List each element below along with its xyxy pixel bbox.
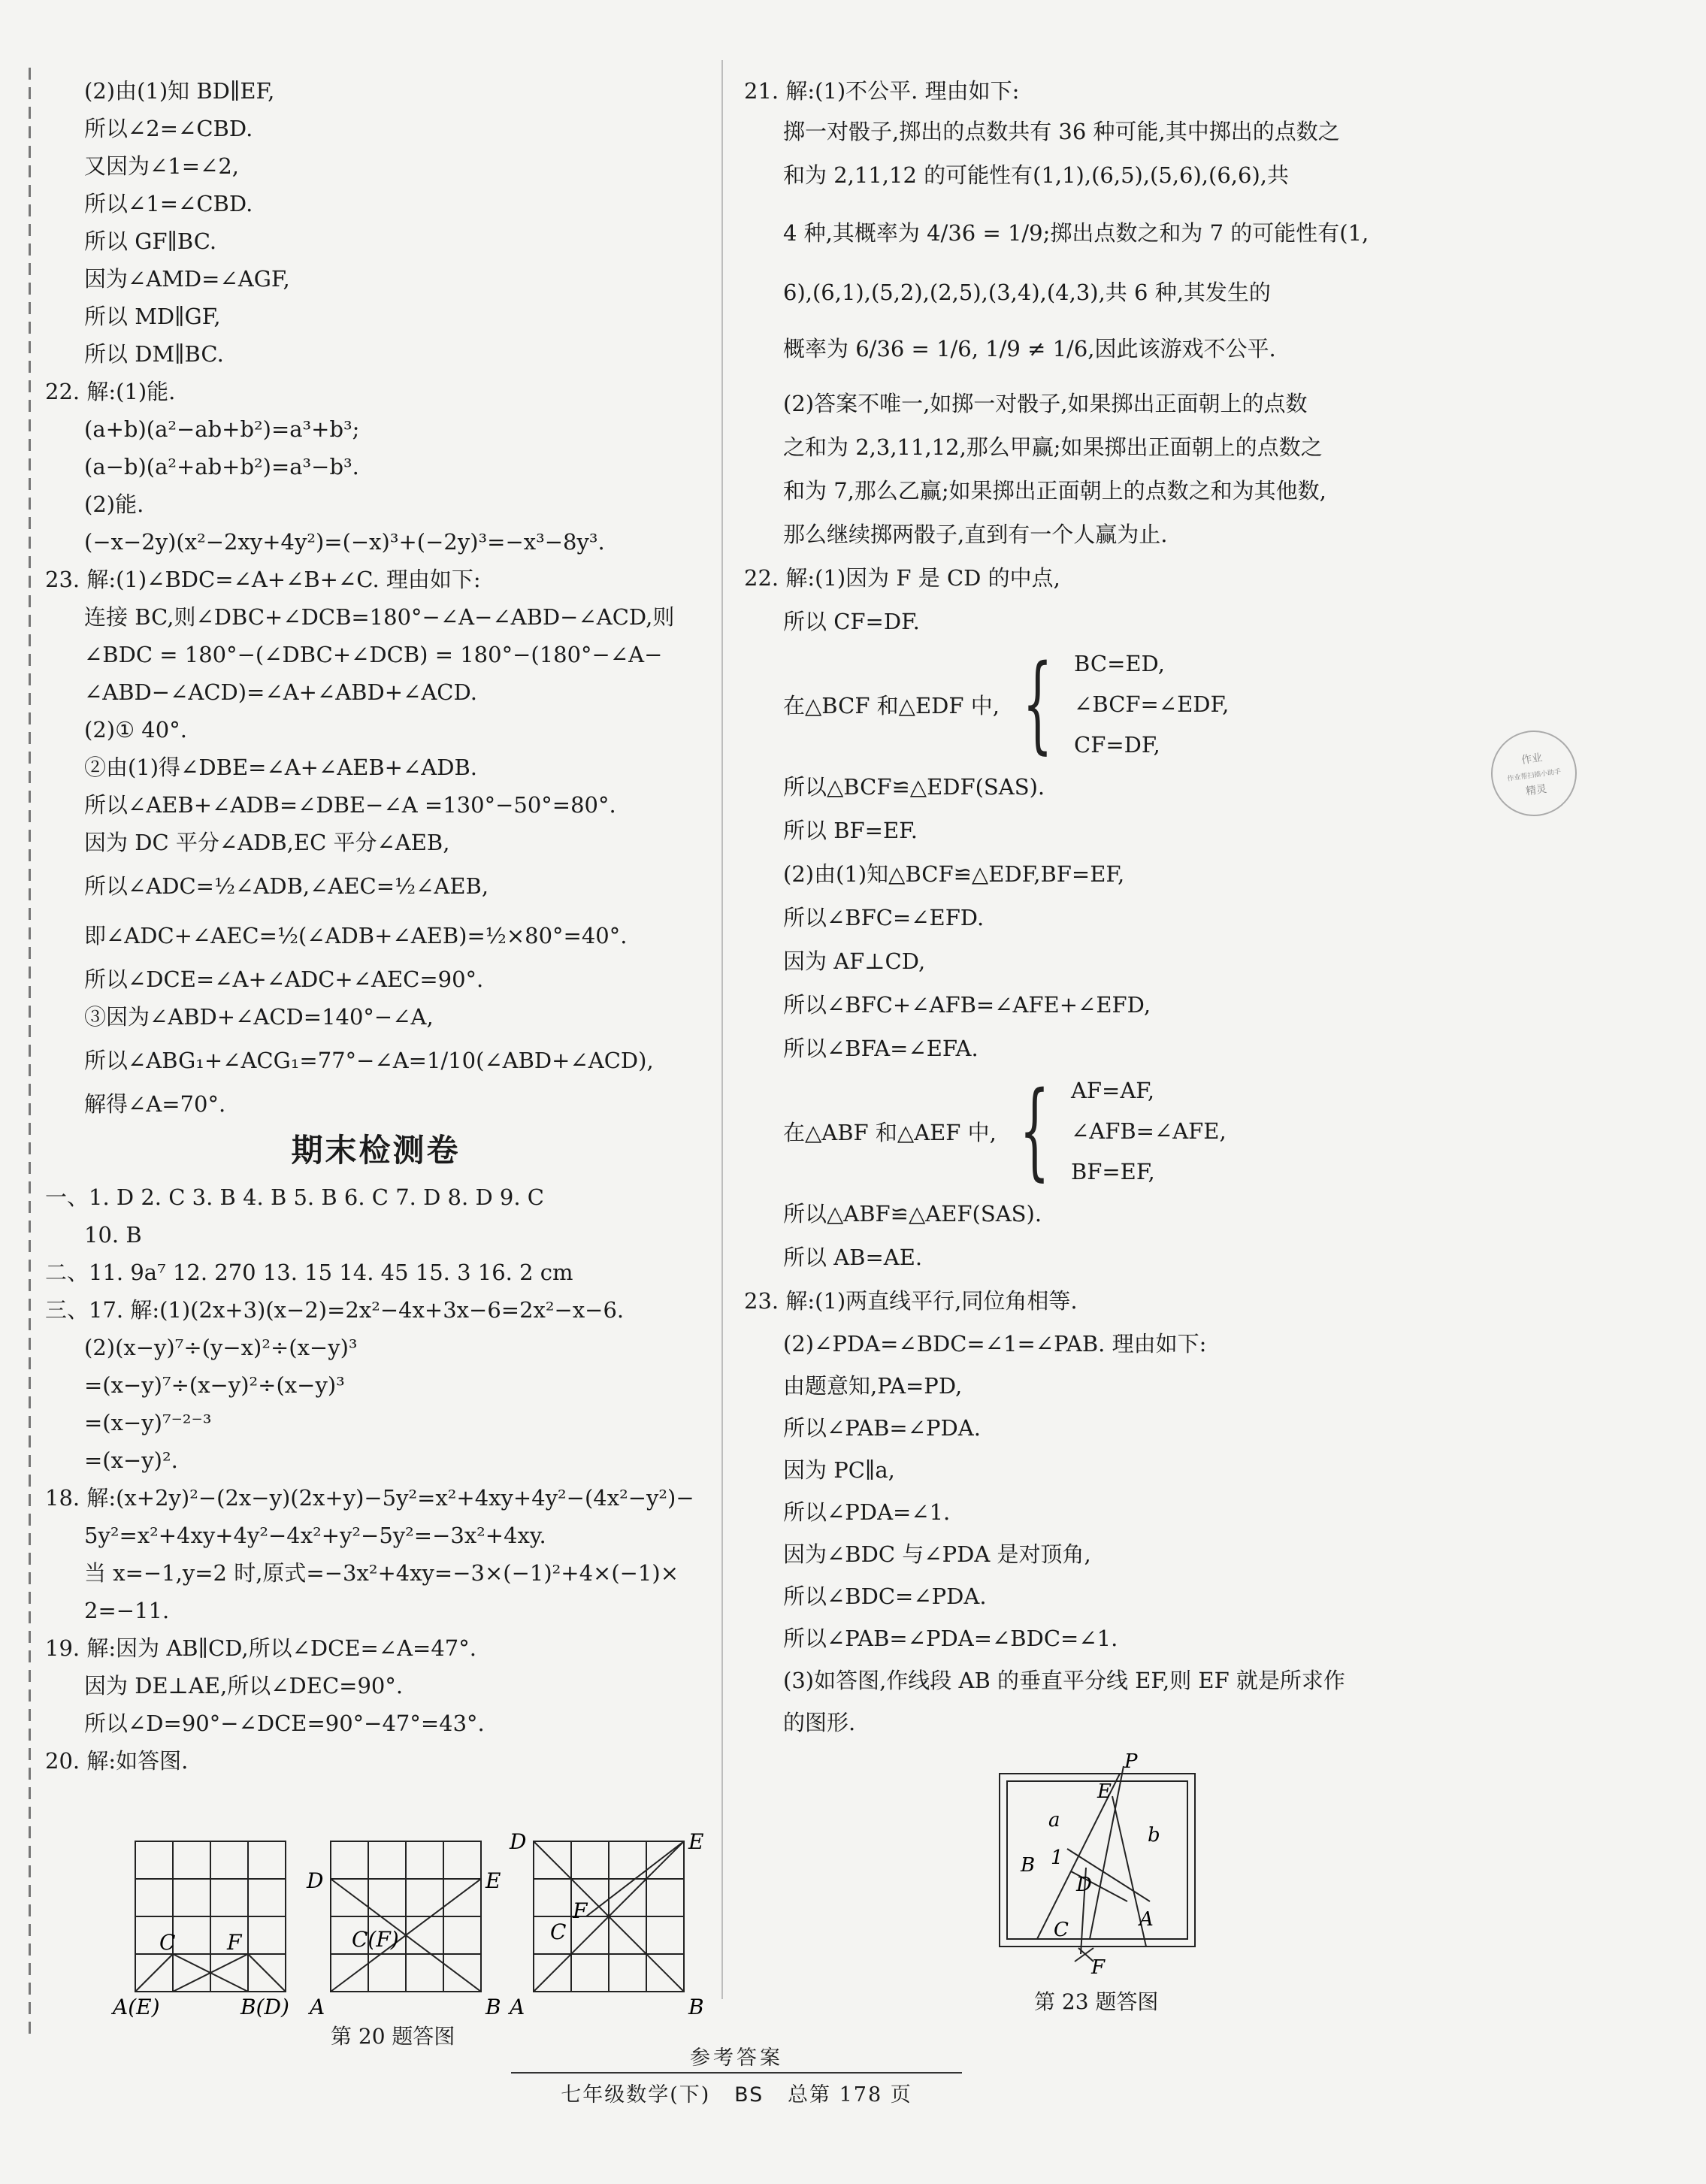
text-line: 所以∠1=∠CBD.	[84, 191, 253, 216]
fig20c-label-E: E	[688, 1829, 704, 1854]
text-line: 掷一对骰子,掷出的点数共有 36 种可能,其中掷出的点数之	[783, 119, 1340, 144]
text-line: 所以∠D=90°−∠DCE=90°−47°=43°.	[84, 1711, 485, 1736]
text-line: 所以∠ADC=½∠ADB,∠AEC=½∠AEB,	[84, 873, 489, 899]
fig20a-label-A: A(E)	[113, 1995, 160, 2019]
text-line: 即∠ADC+∠AEC=½(∠ADB+∠AEB)=½×80°=40°.	[84, 923, 628, 948]
text-line: 所以∠DCE=∠A+∠ADC+∠AEC=90°.	[84, 966, 484, 992]
brace-symbol: {	[1019, 1069, 1050, 1192]
text-line: =(x−y)⁷÷(x−y)²÷(x−y)³	[84, 1372, 345, 1398]
text-line: BF=EF,	[1070, 1159, 1155, 1184]
question-18-head: 18. 解:(x+2y)²−(2x−y)(2x+y)−5y²=x²+4xy+4y²−(4x²−y²)−	[45, 1485, 694, 1511]
text-line: 所以 CF=DF.	[783, 609, 920, 634]
text-line: 所以△ABF≌△AEF(SAS).	[783, 1201, 1042, 1227]
text-line: 所以 BF=EF.	[783, 818, 918, 843]
text-line: 所以∠BDC=∠PDA.	[783, 1584, 987, 1609]
question-23-head: 23. 解:(1)∠BDC=∠A+∠B+∠C. 理由如下:	[45, 567, 481, 592]
question-17-head: 三、17. 解:(1)(2x+3)(x−2)=2x²−4x+3x−6=2x²−x−6.	[45, 1297, 625, 1323]
text-line: 所以 DM∥BC.	[84, 341, 224, 367]
text-line: 所以∠ABG₁+∠ACG₁=77°−∠A=1/10(∠ABD+∠ACD),	[84, 1048, 654, 1073]
text-line: 又因为∠1=∠2,	[84, 153, 240, 179]
text-line: (2)∠PDA=∠BDC=∠1=∠PAB. 理由如下:	[783, 1331, 1207, 1357]
figure-20-grid-a	[135, 1841, 286, 1992]
question-19-head: 19. 解:因为 AB∥CD,所以∠DCE=∠A=47°.	[45, 1635, 476, 1661]
fig23-label-B: B	[1021, 1854, 1036, 1877]
fig23-label-F: F	[1091, 1956, 1106, 1979]
fig20c-label-B: B	[688, 1995, 704, 2019]
text-line: 之和为 2,3,11,12,那么甲赢;如果掷出正面朝上的点数之	[783, 434, 1323, 460]
figure-20	[113, 1826, 714, 2019]
question-20-head: 20. 解:如答图.	[45, 1748, 189, 1774]
question-23-head: 23. 解:(1)两直线平行,同位角相等.	[744, 1288, 1078, 1314]
brace-symbol: {	[1022, 643, 1053, 765]
text-line: 和为 7,那么乙赢;如果掷出正面朝上的点数之和为其他数,	[783, 478, 1326, 504]
figure-23	[992, 1751, 1217, 1977]
fig20b-label-D: D	[307, 1868, 324, 1893]
text-line: =(x−y)².	[84, 1447, 178, 1473]
figure-20-caption: 第 20 题答图	[331, 2024, 455, 2049]
fig23-label-D: D	[1076, 1874, 1092, 1896]
text-line: 因为 DC 平分∠ADB,EC 平分∠AEB,	[84, 830, 450, 855]
text-line: ∠ABD−∠ACD)=∠A+∠ABD+∠ACD.	[84, 679, 477, 705]
text-line: 所以 GF∥BC.	[84, 228, 217, 254]
text-line: 概率为 6/36 = 1/6, 1/9 ≠ 1/6,因此该游戏不公平.	[783, 336, 1276, 361]
brace-lead: 在△BCF 和△EDF 中,	[783, 692, 1000, 718]
text-line: 所以∠BFA=∠EFA.	[783, 1036, 979, 1061]
text-line: CF=DF,	[1074, 732, 1160, 758]
text-line: ∠BDC = 180°−(∠DBC+∠DCB) = 180°−(180°−∠A−	[84, 642, 663, 667]
text-line: 所以△BCF≌△EDF(SAS).	[783, 774, 1045, 800]
fig20a-label-B: B(D)	[240, 1995, 289, 2019]
text-line: 6),(6,1),(5,2),(2,5),(3,4),(4,3),共 6 种,其发生的	[783, 280, 1271, 305]
figure-20-grid-b	[331, 1841, 481, 1992]
fig23-label-a: a	[1048, 1809, 1060, 1832]
text-line: ③因为∠ABD+∠ACD=140°−∠A,	[84, 1004, 434, 1030]
text-line: 由题意知,PA=PD,	[783, 1373, 963, 1399]
stamp-line: 作业帮扫描小助手	[1507, 768, 1562, 783]
text-line: 一、1. D 2. C 3. B 4. B 5. B 6. C 7. D 8. D 9. C	[45, 1184, 544, 1210]
text-line: (2)能.	[84, 492, 144, 517]
text-line: 5y²=x²+4xy+4y²−4x²+y²−5y²=−3x²+4xy.	[84, 1523, 546, 1548]
fig20c-label-F: F	[573, 1898, 588, 1923]
fig23-label-E: E	[1097, 1780, 1112, 1803]
fig20b-label-B: B	[485, 1995, 501, 2019]
fig20a-label-C: C	[159, 1930, 176, 1955]
text-line: 所以∠PAB=∠PDA.	[783, 1415, 981, 1441]
text-line: 那么继续掷两骰子,直到有一个人赢为止.	[783, 522, 1168, 547]
left-column	[45, 72, 706, 1780]
fig23-label-1: 1	[1051, 1847, 1063, 1869]
brace-lines	[1074, 643, 1229, 765]
figure-23-caption: 第 23 题答图	[1034, 1989, 1159, 2014]
brace-lines	[1071, 1070, 1227, 1192]
footer-rule	[511, 2072, 962, 2074]
column-divider	[721, 60, 723, 1999]
text-line: (a+b)(a²−ab+b²)=a³+b³;	[84, 416, 360, 442]
fig20c-label-A: A	[510, 1995, 525, 2019]
figure-20-grid-c	[534, 1841, 684, 1992]
text-line: 所以 MD∥GF,	[84, 304, 221, 329]
brace-block-1	[744, 643, 1420, 765]
text-line: (2)由(1)知△BCF≌△EDF,BF=EF,	[783, 861, 1125, 887]
section-title: 期末检测卷	[291, 1132, 461, 1169]
scan-stamp	[1486, 725, 1583, 822]
text-line: (2)答案不唯一,如掷一对骰子,如果掷出正面朝上的点数	[783, 391, 1308, 416]
text-line: 10. B	[84, 1222, 142, 1248]
text-line: 当 x=−1,y=2 时,原式=−3x²+4xy=−3×(−1)²+4×(−1)×	[84, 1560, 679, 1586]
footer-title: 参考答案	[690, 2046, 783, 2070]
text-line: 所以∠PAB=∠PDA=∠BDC=∠1.	[783, 1626, 1118, 1651]
text-line: 4 种,其概率为 4/36 = 1/9;掷出点数之和为 7 的可能性有(1,	[783, 220, 1369, 246]
text-line: 所以∠BFC=∠EFD.	[783, 905, 985, 930]
fig23-label-A: A	[1139, 1908, 1154, 1931]
footer-edition: BS	[734, 2083, 764, 2107]
text-line: 二、11. 9a⁷ 12. 270 13. 15 14. 45 15. 3 16. 2 cm	[45, 1260, 573, 1285]
text-line: 因为 AF⊥CD,	[783, 948, 926, 974]
text-line: 所以∠2=∠CBD.	[84, 116, 253, 141]
text-line: (2)(x−y)⁷÷(y−x)²÷(x−y)³	[84, 1335, 358, 1360]
brace-block-2	[744, 1070, 1420, 1192]
fig20c-label-C: C	[550, 1919, 567, 1944]
right-column	[744, 72, 1420, 1744]
question-22-head: 22. 解:(1)能.	[45, 379, 176, 404]
text-line: (2)① 40°.	[84, 717, 187, 743]
text-line: 解得∠A=70°.	[84, 1091, 226, 1117]
text-line: (2)由(1)知 BD∥EF,	[84, 78, 275, 104]
page-number: 总第 178 页	[788, 2083, 912, 2107]
text-line: 因为∠BDC 与∠PDA 是对顶角,	[783, 1541, 1091, 1567]
text-line: 连接 BC,则∠DBC+∠DCB=180°−∠A−∠ABD−∠ACD,则	[84, 604, 675, 630]
text-line: (−x−2y)(x²−2xy+4y²)=(−x)³+(−2y)³=−x³−8y³.	[84, 529, 605, 555]
text-line: ∠AFB=∠AFE,	[1070, 1118, 1227, 1144]
fig20a-label-F: F	[227, 1930, 242, 1955]
fig20b-label-CF: C(F)	[352, 1927, 399, 1952]
text-line: 因为∠AMD=∠AGF,	[84, 266, 290, 292]
text-line: 所以 AB=AE.	[783, 1245, 923, 1270]
text-line: (a−b)(a²+ab+b²)=a³−b³.	[84, 454, 359, 479]
question-22-head: 22. 解:(1)因为 F 是 CD 的中点,	[744, 565, 1060, 591]
text-line: ②由(1)得∠DBE=∠A+∠AEB+∠ADB.	[84, 755, 477, 780]
margin-dashed-line	[29, 68, 31, 2037]
text-line: 所以∠PDA=∠1.	[783, 1499, 951, 1525]
fig20b-label-E: E	[485, 1868, 501, 1893]
text-line: 因为 DE⊥AE,所以∠DEC=90°.	[84, 1673, 404, 1698]
fig23-label-b: b	[1148, 1824, 1160, 1847]
text-line: AF=AF,	[1070, 1078, 1155, 1103]
stamp-line: 作业	[1520, 752, 1544, 767]
text-line: 所以∠AEB+∠ADB=∠DBE−∠A =130°−50°=80°.	[84, 792, 616, 818]
fig23-label-P: P	[1124, 1750, 1138, 1773]
fig20c-label-D: D	[510, 1829, 527, 1854]
text-line: =(x−y)⁷⁻²⁻³	[84, 1410, 212, 1435]
text-line: 所以∠BFC+∠AFB=∠AFE+∠EFD,	[783, 992, 1151, 1018]
fig23-label-C: C	[1054, 1919, 1069, 1941]
text-line: BC=ED,	[1074, 651, 1165, 676]
text-line: 的图形.	[783, 1710, 856, 1735]
text-line: (3)如答图,作线段 AB 的垂直平分线 EF,则 EF 就是所求作	[783, 1668, 1345, 1693]
text-line: 和为 2,11,12 的可能性有(1,1),(6,5),(5,6),(6,6),共	[783, 162, 1289, 188]
stamp-line: 精灵	[1525, 782, 1548, 798]
brace-lead: 在△ABF 和△AEF 中,	[783, 1119, 997, 1145]
page-footer	[511, 2041, 962, 2107]
text-line: 因为 PC∥a,	[783, 1457, 895, 1483]
footer-info	[511, 2078, 962, 2107]
fig20b-label-A: A	[310, 1995, 325, 2019]
text-line: ∠BCF=∠EDF,	[1074, 691, 1230, 717]
text-line: 2=−11.	[84, 1598, 170, 1623]
footer-grade: 七年级数学(下)	[561, 2083, 711, 2107]
question-21-head: 21. 解:(1)不公平. 理由如下:	[744, 78, 1020, 104]
